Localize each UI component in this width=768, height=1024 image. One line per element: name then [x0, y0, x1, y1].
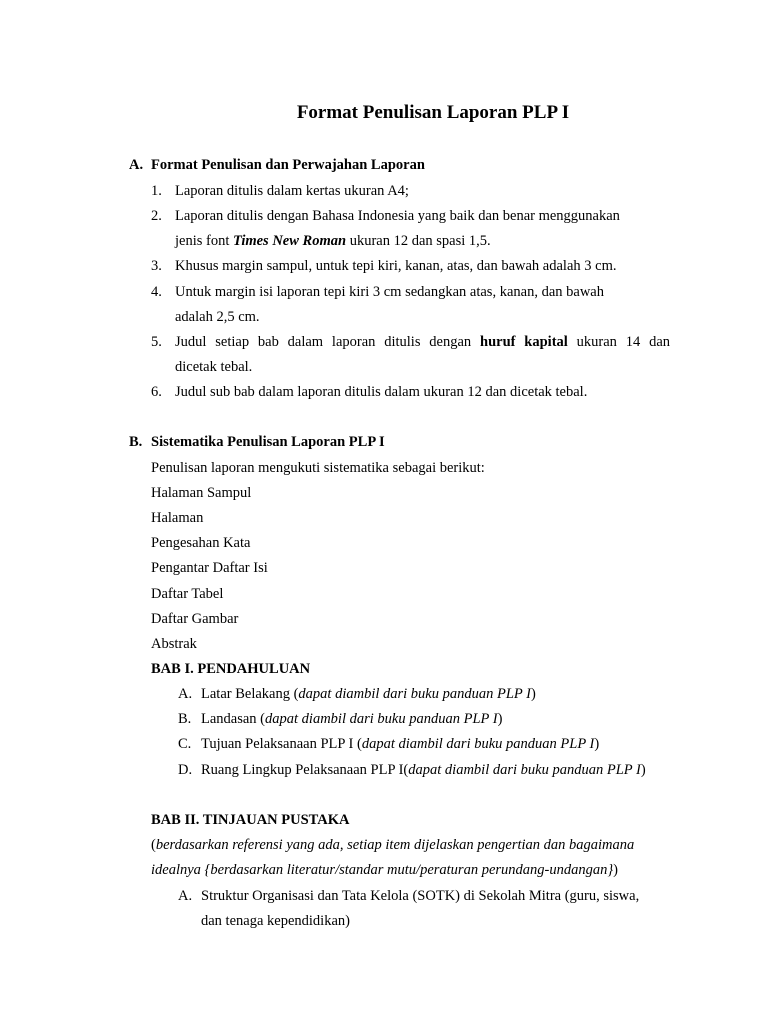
bab2-heading: BAB II. TINJAUAN PUSTAKA: [151, 812, 350, 828]
list-item: Halaman: [151, 510, 204, 526]
italic-note: dapat diambil dari buku panduan PLP I: [408, 762, 641, 778]
list-item-text: Khusus margin sampul, untuk tepi kiri, kanan, atas, dan bawah adalah 3 cm.: [175, 258, 617, 274]
italic-note: berdasarkan referensi yang ada, setiap item dijelaskan pengertian dan bagaimana idealnya {berdasarkan literatur/standar mutu/peraturan perundang-undangan}: [151, 837, 635, 878]
bold-emphasis: huruf kapital: [480, 334, 568, 350]
list-item: Daftar Gambar: [151, 611, 239, 627]
section-b-heading: Sistematika Penulisan Laporan PLP I: [151, 434, 385, 450]
text-run: jenis font: [175, 233, 233, 249]
list-item-text: Untuk margin isi laporan tepi kiri 3 cm sedangkan atas, kanan, dan bawah: [175, 284, 604, 300]
sub-item-text: [201, 709, 502, 729]
list-item-number: 3.: [151, 258, 162, 274]
list-item: Abstrak: [151, 636, 197, 652]
text-run: ): [640, 762, 646, 778]
sub-item-letter: C.: [178, 736, 192, 752]
bab2-note: [151, 833, 669, 883]
list-item-number: 5.: [151, 334, 162, 350]
sub-item-text: [201, 684, 536, 704]
text-run: Latar Belakang (: [201, 686, 299, 702]
font-name-emphasis: Times New Roman: [233, 233, 347, 249]
list-item: Pengesahan Kata: [151, 535, 251, 551]
list-item-text-continued: [175, 231, 491, 251]
sub-item-text: [201, 760, 646, 780]
list-item-text: Laporan ditulis dengan Bahasa Indonesia yang baik dan benar menggunakan: [175, 208, 620, 224]
text-run: (: [151, 837, 156, 853]
text-run: Judul setiap bab dalam laporan ditulis dengan: [175, 334, 481, 350]
list-item-text: Laporan ditulis dalam kertas ukuran A4;: [175, 183, 409, 199]
text-run: ): [497, 711, 503, 727]
list-item-text-continued: dicetak tebal.: [175, 359, 253, 375]
list-item-number: 2.: [151, 208, 162, 224]
text-run: Ruang Lingkup Pelaksanaan PLP I(: [201, 762, 409, 778]
sub-item-letter: A.: [178, 888, 193, 904]
list-item: Halaman Sampul: [151, 485, 252, 501]
list-item: Daftar Tabel: [151, 586, 224, 602]
text-run: ukuran 12 dan spasi 1,5.: [346, 233, 491, 249]
list-item-text: Judul sub bab dalam laporan ditulis dalam ukuran 12 dan dicetak tebal.: [175, 384, 588, 400]
page-title: Format Penulisan Laporan PLP I: [296, 102, 570, 123]
sub-item-text: [201, 734, 599, 754]
list-item-number: 6.: [151, 384, 162, 400]
list-item: Pengantar Daftar Isi: [151, 560, 268, 576]
italic-note: dapat diambil dari buku panduan PLP I: [298, 686, 531, 702]
text-run: ukuran 14 dan: [567, 334, 671, 350]
section-a-heading: Format Penulisan dan Perwajahan Laporan: [151, 157, 425, 173]
bab1-heading: BAB I. PENDAHULUAN: [151, 661, 311, 677]
text-run: Landasan (: [201, 711, 266, 727]
section-b-letter: B.: [129, 434, 143, 450]
italic-note: dapat diambil dari buku panduan PLP I: [361, 736, 595, 752]
list-item-text: [175, 332, 670, 352]
italic-note: dapat diambil dari buku panduan PLP I: [265, 711, 498, 727]
sub-item-text-continued: dan tenaga kependidikan): [201, 913, 350, 929]
section-b-intro: Penulisan laporan mengukuti sistematika sebagai berikut:: [151, 460, 485, 476]
text-run: ): [530, 686, 536, 702]
text-run: ): [613, 862, 618, 878]
sub-item-text: Struktur Organisasi dan Tata Kelola (SOTK) di Sekolah Mitra (guru, siswa,: [201, 888, 640, 904]
sub-item-letter: D.: [178, 762, 193, 778]
sub-item-letter: A.: [178, 686, 193, 702]
section-a-letter: A.: [129, 157, 144, 173]
list-item-number: 4.: [151, 284, 162, 300]
list-item-number: 1.: [151, 183, 162, 199]
list-item-text-continued: adalah 2,5 cm.: [175, 309, 260, 325]
sub-item-letter: B.: [178, 711, 192, 727]
text-run: Tujuan Pelaksanaan PLP I (: [201, 736, 362, 752]
text-run: ): [594, 736, 600, 752]
